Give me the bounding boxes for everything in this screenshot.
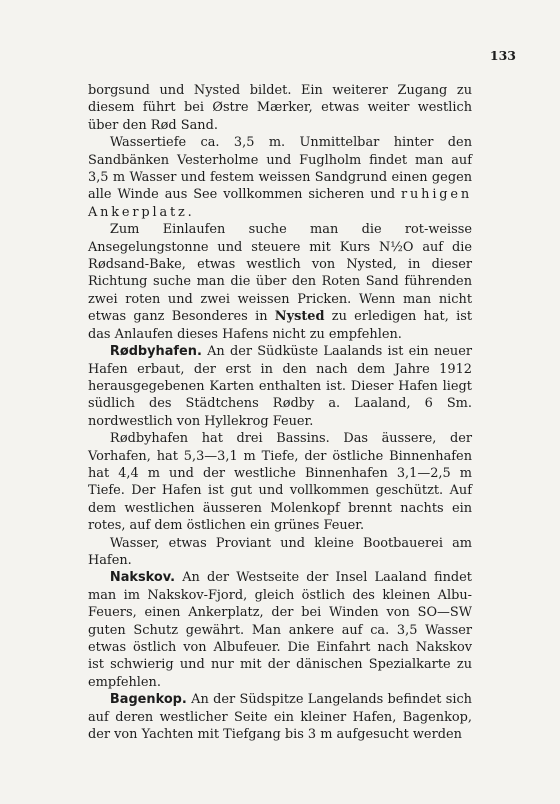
section-heading: Rødbyhafen.: [109, 344, 202, 360]
section-heading: Bagenkop.: [109, 692, 187, 708]
paragraph: [88, 430, 472, 534]
text-run: ruhigen Ankerplatz.: [88, 187, 472, 220]
text-run: Wasser, etwas Proviant und kleine Bootbauerei am Hafen.: [88, 535, 472, 568]
section-heading: Nakskov.: [109, 570, 175, 586]
paragraph: [88, 569, 472, 691]
text-run: zu erledigen hat, ist das Anlaufen dieses Hafens nicht zu empfehlen.: [88, 309, 472, 342]
paragraph: [88, 221, 472, 343]
paragraph: [88, 82, 472, 134]
text-run: Rødbyhafen hat drei Bassins. Das äussere, der Vorhafen, hat 5,3—3,1 m Tiefe, der östliche Binnenhafen hat 4,4 m und der westliche Binnenhafen 3,1—2,5 m Tiefe. Der Hafen ist gut und vollkommen geschützt. Auf dem westlichen äusseren Molenkopf brennt nachts ein rotes, auf dem östlichen ein grünes Feuer.: [88, 431, 472, 534]
text-run: Zum Einlaufen suche man die rot-weisse Ansegelungstonne und steuere mit Kurs N½O auf die Rødsand-Bake, etwas westlich von Nysted, in dieser Richtung suche man die über den Roten Sand führenden zwei roten und zwei weissen Pricken. Wenn man nicht etwas ganz Besonderes in: [88, 222, 472, 325]
paragraph: [88, 535, 472, 570]
paragraph: [88, 343, 472, 430]
text-run: An der Südspitze Langelands befindet sich auf deren westlicher Seite ein kleiner Hafen, Bagenkop, der von Yachten mit Tiefgang bis 3 m aufgesucht werden: [88, 692, 472, 743]
text-run: Wassertiefe ca. 3,5 m. Unmittelbar hinter den Sandbänken Vesterholme und Fuglholm findet man auf 3,5 m Wasser und festem weissen Sandgrund einen gegen alle Winde aus See vollkommen sicheren und: [88, 135, 472, 203]
text-run: An der Südküste Laalands ist ein neuer Hafen erbaut, der erst in den nach dem Jahre 1912 herausgegebenen Karten enthalten ist. Dieser Hafen liegt südlich des Städtchens Rødby a. Laaland, 6 Sm. nordwestlich von Hyllekrog Feuer.: [88, 344, 472, 429]
paragraph: [88, 134, 472, 221]
text-run: borgsund und Nysted bildet. Ein weiterer Zugang zu diesem führt bei Østre Mærker, etwas weiter westlich über den Rød Sand.: [88, 83, 472, 133]
paragraph: [88, 691, 472, 743]
text-run: Nysted: [274, 309, 325, 325]
page-number: 133: [489, 48, 516, 63]
body-text: [88, 82, 472, 743]
text-run: An der Westseite der Insel Laaland findet man im Nakskov-Fjord, gleich östlich des kleinen Albu-Feuers, einen Ankerplatz, der bei Winden von SO—SW guten Schutz gewährt. Man ankere auf ca. 3,5 Wasser etwas östlich von Albufeuer. Die Einfahrt nach Nakskov ist schwierig und nur mit der dänischen Spezialkarte zu empfehlen.: [88, 570, 472, 690]
